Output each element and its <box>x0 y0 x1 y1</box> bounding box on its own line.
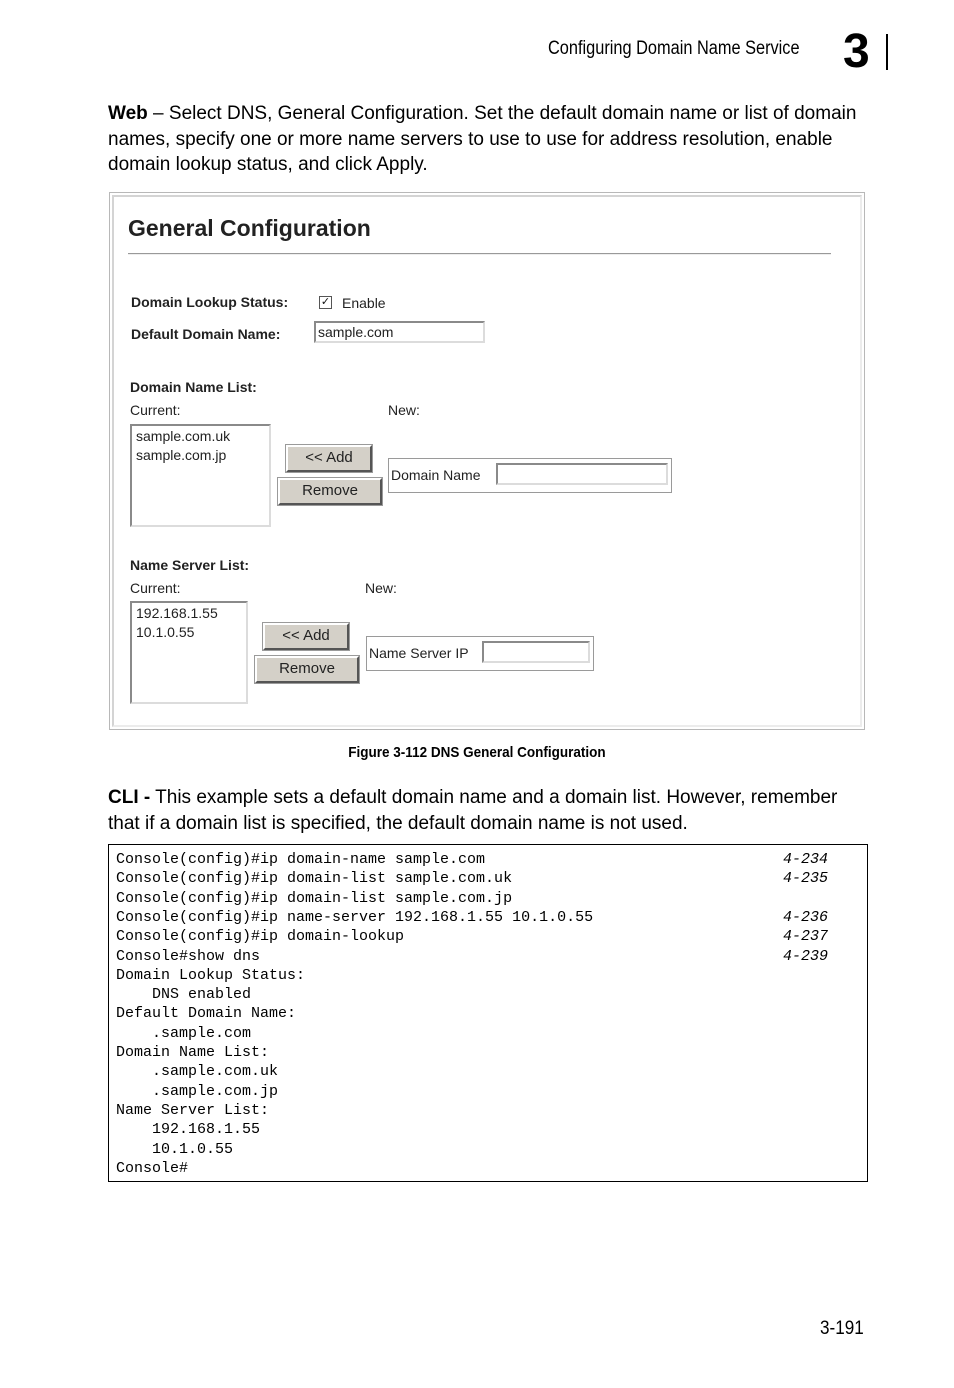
header-divider <box>886 34 888 70</box>
new-server-label: Name Server IP <box>369 645 469 661</box>
page-number: 3-191 <box>820 1318 864 1339</box>
domain-lookup-option: Enable <box>342 295 386 311</box>
cli-line: Default Domain Name: <box>116 1005 297 1023</box>
server-remove-button[interactable]: Remove <box>255 656 359 683</box>
figure-caption <box>0 744 954 761</box>
new-domain-label: Domain Name <box>391 467 481 483</box>
list-item[interactable]: sample.com.uk <box>136 428 231 444</box>
new-server-group <box>366 636 594 671</box>
figure-caption-text: Figure 3-112 DNS General Configuration <box>348 744 606 761</box>
web-lead: Web <box>108 103 148 124</box>
server-list-current-label: Current: <box>130 580 181 596</box>
cli-line: Name Server List: <box>116 1101 270 1119</box>
server-list-box[interactable] <box>130 601 248 704</box>
domain-lookup-checkbox[interactable]: ✓ <box>320 296 331 308</box>
server-list-heading: Name Server List: <box>130 557 250 573</box>
new-domain-group <box>388 458 672 493</box>
server-list-new-label: New: <box>365 580 397 596</box>
chapter-number: 3 <box>843 25 870 78</box>
panel-title: General Configuration <box>128 215 371 241</box>
domain-list-current-label: Current: <box>130 402 181 418</box>
cli-line: .sample.com.uk <box>116 1063 279 1081</box>
web-text: – Select DNS, General Configuration. Set the default domain name or list of domain names, specify one or more name servers to use to use for address resolution, enable domain lookup status, and click Apply. <box>108 103 857 175</box>
cli-page-reference: 4-235 <box>783 870 829 888</box>
list-item[interactable]: sample.com.jp <box>136 447 227 463</box>
cli-text: This example sets a default domain name and a domain list. However, remember that if a domain list is specified, the default domain name is not used. <box>108 787 838 834</box>
cli-line: DNS enabled <box>116 986 252 1004</box>
cli-line: 10.1.0.55 <box>116 1140 234 1158</box>
cli-line: 192.168.1.55 <box>116 1121 261 1139</box>
cli-page-reference: 4-239 <box>783 947 829 965</box>
cli-line: Console(config)#ip name-server 192.168.1.55 10.1.0.55 <box>116 908 594 926</box>
default-domain-label: Default Domain Name: <box>131 326 281 342</box>
title-rule <box>128 253 831 255</box>
cli-line: Console(config)#ip domain-list sample.com.uk <box>116 870 513 888</box>
cli-line: Console(config)#ip domain-list sample.com.jp <box>116 889 513 907</box>
domain-list-box[interactable] <box>130 424 271 527</box>
server-add-button[interactable]: << Add <box>263 623 349 650</box>
cli-line: Domain Name List: <box>116 1044 270 1061</box>
list-item[interactable]: 192.168.1.55 <box>136 605 218 621</box>
cli-line: .sample.com <box>116 1024 252 1042</box>
cli-page-reference: 4-237 <box>783 928 829 946</box>
default-domain-input[interactable] <box>314 321 485 343</box>
cli-page-reference: 4-236 <box>783 908 829 926</box>
cli-line: Console#show dns <box>116 947 261 965</box>
cli-line: Console(config)#ip domain-name sample.com <box>116 851 486 868</box>
general-configuration-screenshot <box>109 192 865 730</box>
list-item[interactable]: 10.1.0.55 <box>136 624 195 640</box>
cli-line: Domain Lookup Status: <box>116 966 306 984</box>
domain-lookup-label: Domain Lookup Status: <box>131 294 289 310</box>
web-instructions <box>108 101 858 178</box>
cli-page-reference: 4-234 <box>783 851 829 868</box>
new-domain-input[interactable] <box>496 463 668 485</box>
cli-line: .sample.com.jp <box>116 1082 279 1100</box>
domain-list-new-label: New: <box>388 402 420 418</box>
cli-line: Console# <box>116 1159 189 1177</box>
new-server-input[interactable] <box>482 641 590 663</box>
cli-example <box>108 844 868 1182</box>
cli-lead: CLI - <box>108 787 151 808</box>
cli-line: Console(config)#ip domain-lookup <box>116 928 405 946</box>
domain-add-button[interactable]: << Add <box>286 445 372 472</box>
cli-instructions <box>108 785 858 836</box>
running-header-title: Configuring Domain Name Service <box>548 38 800 59</box>
domain-list-heading: Domain Name List: <box>130 379 257 395</box>
domain-remove-button[interactable]: Remove <box>278 478 382 505</box>
